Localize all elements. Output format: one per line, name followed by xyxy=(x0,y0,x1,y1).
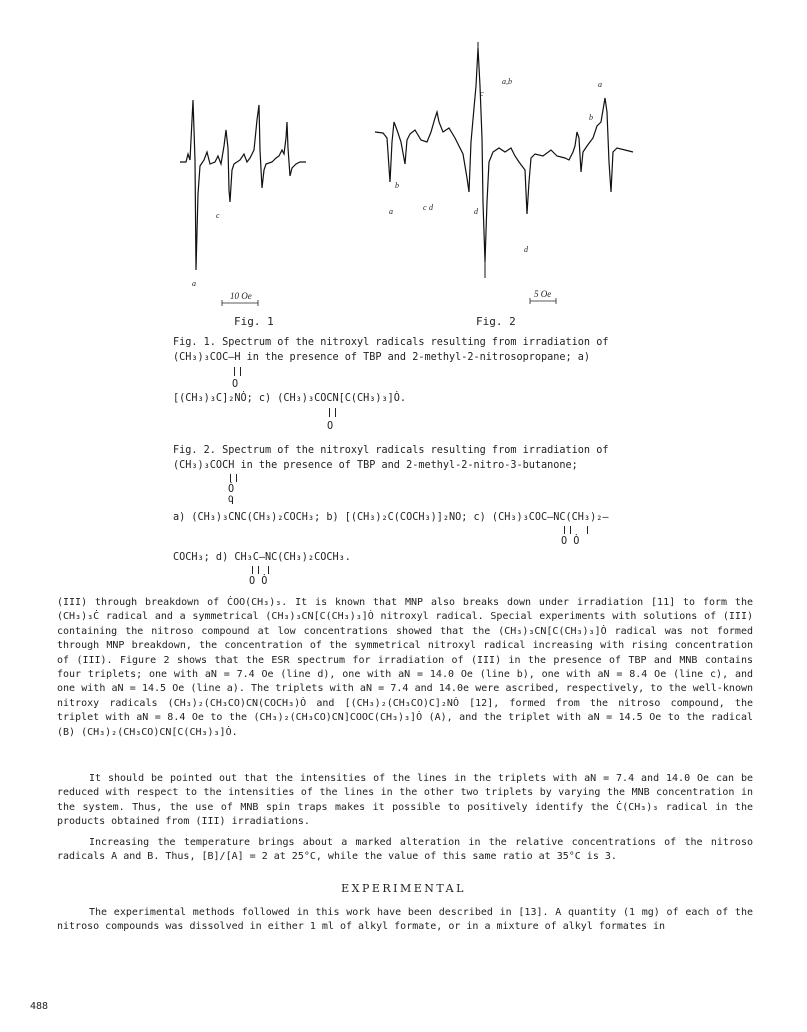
fig2-label: a,b xyxy=(502,77,512,86)
fig2-carbonyl-o-d: O Ȯ xyxy=(249,576,268,587)
figure-1-spectrum xyxy=(180,90,330,290)
fig1-scale-bar xyxy=(218,290,278,310)
fig2-label: d xyxy=(429,203,433,212)
fig1-carbonyl-bond-2 xyxy=(329,408,336,417)
fig2-label: c xyxy=(480,89,484,98)
fig2-caption-line4: COCH₃; d) CH₃C–NC(CH₃)₂COCH₃. xyxy=(173,552,351,563)
paragraph-1: (III) through breakdown of ĊOO(CH₃)₃. It is known that MNP also breaks down under irradiation [11] to form the (CH₃)₃Ċ radical and a symmetrical (CH₃)₃CN[C(CH₃)₃]Ȯ nitroxyl radical. Special experiments with solutions of (III) containing the nitroso compound at low concentrations showed that the (CH₃)₃CN[C(CH₃)₃]Ȯ radical was not formed through MNP breakdown, the concentration of the symmetrical nitroxyl radical increasing with rising concentration of (III). Figure 2 shows that the ESR spectrum for irradiation of (III) in the presence of TBP and MNB contains four triplets; one with aN = 7.4 Oe (line d), one with aN = 14.0 Oe (line b), one with aN = 8.4 Oe (line c), and one with aN = 14.5 Oe (line a). The triplets with aN = 7.4 and 14.0e were ascribed, respectively, to the well-known nitroxy radicals (CH₃)₂(CH₃CO)CN(COCH₃)Ȯ and [(CH₃)₂(CH₃CO)C]₂NȮ [12], formed from the nitroso compound, the triplet with aN = 8.4 Oe to the (CH₃)₂(CH₃CO)CN]COOC(CH₃)₃]Ȯ (A), and the triplet with aN = 14.5 Oe to the radical (B) (CH₃)₂(CH₃CO)CN[C(CH₃)₃]Ȯ. xyxy=(57,597,753,738)
fig1-caption-line2: (CH₃)₃COC–H in the presence of TBP and 2-methyl-2-nitrosopropane; a) xyxy=(173,352,591,363)
fig2-label: d xyxy=(474,207,478,216)
figure-2-spectrum xyxy=(375,42,635,282)
fig2-label: b xyxy=(589,113,593,122)
fig2-peroxy-o1: Ȯ xyxy=(228,484,235,495)
fig2-caption-line2: (CH₃)₃COCH in the presence of TBP and 2-methyl-2-nitro-3-butanone; xyxy=(173,460,578,471)
fig2-scale-bar xyxy=(522,288,572,308)
fig2-carbonyl-bond-d xyxy=(252,566,259,574)
fig1-caption-line1: Fig. 1. Spectrum of the nitroxyl radicals resulting from irradiation of xyxy=(173,337,609,348)
fig1-label: c xyxy=(216,211,220,220)
section-heading-experimental: EXPERIMENTAL xyxy=(341,882,466,895)
fig1-label: a xyxy=(192,279,196,288)
fig1-title: Fig. 1 xyxy=(234,315,274,328)
paragraph-3: Increasing the temperature brings about a marked alteration in the relative concentrations of the nitroso radicals A and B. Thus, [B]/[A] = 2 at 25°C, while the value of this same ratio at 35°C is 3. xyxy=(57,837,753,863)
fig1-carbonyl-o-2: O xyxy=(327,421,334,432)
fig2-peroxy-bond xyxy=(230,474,237,482)
fig1-trace xyxy=(180,100,306,270)
fig2-peroxy-o2: O xyxy=(228,495,234,505)
fig2-caption-line1: Fig. 2. Spectrum of the nitroxyl radicals resulting from irradiation of xyxy=(173,445,609,456)
fig2-label: a xyxy=(389,207,393,216)
fig2-label: b xyxy=(395,181,399,190)
fig2-scale-label: 5 Oe xyxy=(534,289,552,299)
fig1-carbonyl-o: O xyxy=(232,379,239,390)
fig2-label: d xyxy=(524,245,528,254)
fig2-title: Fig. 2 xyxy=(476,315,516,328)
fig1-scale-label: 10 Oe xyxy=(230,291,252,301)
fig2-label: a xyxy=(598,80,602,89)
fig1-carbonyl-bond xyxy=(234,367,241,376)
fig2-carbonyl-o-c: O Ȯ xyxy=(561,536,580,547)
fig2-carbonyl-bond-c xyxy=(564,526,571,534)
page-number: 488 xyxy=(30,1001,49,1012)
experimental-paragraph: The experimental methods followed in this work have been described in [13]. A quantity (1 mg) of each of the nitroso compounds was dissolved in either 1 ml of alkyl formate, or in a mixture of alkyl formates in xyxy=(57,907,753,933)
paragraph-2: It should be pointed out that the intensities of the lines in the triplets with aN = 7.4 and 14.0 Oe can be reduced with respect to the intensities of the lines in the other two triplets by varying the MNB concentration in the system. Thus, the use of MNB spin traps makes it possible to positively identify the Ċ(CH₃)₃ radical in the products obtained from (III) irradiations. xyxy=(57,773,753,828)
fig2-no-bond-c xyxy=(587,526,588,534)
fig1-caption-line3: [(CH₃)₃C]₂NȮ; c) (CH₃)₃COCN[C(CH₃)₃]Ȯ. xyxy=(173,393,407,404)
fig2-no-bond-d xyxy=(268,566,269,574)
fig2-caption-line3: a) (CH₃)₃CNC(CH₃)₂COCH₃; b) [(CH₃)₂C(COCH₃)]₂NO; c) (CH₃)₃COC–NC(CH₃)₂– xyxy=(173,512,609,523)
fig2-label: c xyxy=(423,203,427,212)
